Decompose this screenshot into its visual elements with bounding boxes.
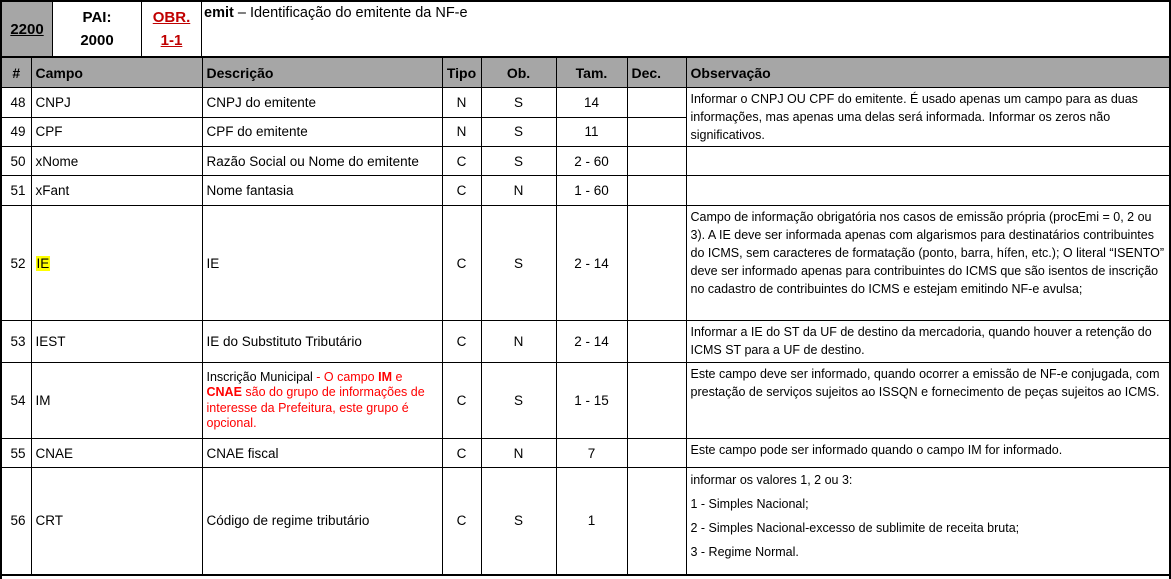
table-row-48: [2, 88, 1169, 118]
crt-obs-option-1: 1 - Simples Nacional;: [690, 497, 809, 511]
col-header-campo: Campo: [31, 58, 202, 88]
row-50-ob: S: [481, 147, 556, 176]
row-54-observacao: Este campo deve ser informado, quando ocorrer a emissão de NF-e conjugada, com prestação de serviços sujeitos ao ISSQN e fornecimento de peças sujeitos ao ICMS.: [686, 363, 1169, 439]
row-48-tam: 14: [556, 88, 627, 118]
row-50-num: 50: [2, 147, 31, 176]
row-56-num: 56: [2, 468, 31, 575]
col-header-tipo: Tipo: [442, 58, 481, 88]
table-row-54: [2, 363, 1169, 439]
row-53-dec: [627, 321, 686, 363]
row-50-tam: 2 - 60: [556, 147, 627, 176]
col-header-num: #: [2, 58, 31, 88]
row-55-tipo: C: [442, 439, 481, 468]
row-53-tam: 2 - 14: [556, 321, 627, 363]
table-row-56: [2, 468, 1169, 575]
row-54-campo: IM: [31, 363, 202, 439]
row-50-descricao: Razão Social ou Nome do emitente: [202, 147, 442, 176]
row-52-descricao: IE: [202, 206, 442, 321]
row-50-campo: xNome: [31, 147, 202, 176]
col-header-dec: Dec.: [627, 58, 686, 88]
row-51-tipo: C: [442, 176, 481, 206]
desc-red-text-1: - O campo: [312, 370, 379, 385]
col-header-descricao: Descrição: [202, 58, 442, 88]
row-55-ob: N: [481, 439, 556, 468]
row-54-ob: S: [481, 363, 556, 439]
row-50-dec: [627, 147, 686, 176]
row-50-observacao: [686, 147, 1169, 176]
obr-cell: [142, 2, 202, 56]
crt-obs-option-2: 2 - Simples Nacional-excesso de sublimite de receita bruta;: [690, 521, 1020, 535]
row-55-num: 55: [2, 439, 31, 468]
row-48-49-observacao: Informar o CNPJ OU CPF do emitente. É usado apenas um campo para as duas informações, mas apenas uma delas será informada. Informar os zeros não significativos.: [686, 88, 1169, 147]
desc-red-text-2: e: [391, 370, 403, 385]
row-52-tam: 2 - 14: [556, 206, 627, 321]
col-header-ob: Ob.: [481, 58, 556, 88]
row-53-campo: IEST: [31, 321, 202, 363]
crt-obs-intro: informar os valores 1, 2 ou 3:: [690, 473, 853, 487]
row-49-num: 49: [2, 117, 31, 147]
row-51-dec: [627, 176, 686, 206]
row-56-tipo: C: [442, 468, 481, 575]
obr-value: 1-1: [160, 32, 183, 49]
row-52-tipo: C: [442, 206, 481, 321]
pai-cell: [53, 2, 142, 56]
row-51-observacao: [686, 176, 1169, 206]
row-53-tipo: C: [442, 321, 481, 363]
group-id: 2200: [10, 20, 44, 38]
row-55-campo: CNAE: [31, 439, 202, 468]
row-52-dec: [627, 206, 686, 321]
row-56-campo: CRT: [31, 468, 202, 575]
row-53-ob: N: [481, 321, 556, 363]
row-55-dec: [627, 439, 686, 468]
row-56-tam: 1: [556, 468, 627, 575]
group-title: – Identificação do emitente da NF-e: [233, 5, 468, 21]
row-54-tam: 1 - 15: [556, 363, 627, 439]
row-50-tipo: C: [442, 147, 481, 176]
row-54-dec: [627, 363, 686, 439]
table-row-55: [2, 439, 1169, 468]
row-55-descricao: CNAE fiscal: [202, 439, 442, 468]
row-52-campo: [31, 206, 202, 321]
fields-table: [2, 57, 1169, 579]
group-title-cell: [202, 2, 1169, 56]
pai-value: 2000: [80, 32, 114, 49]
row-48-tipo: N: [442, 88, 481, 118]
col-header-observacao: Observação: [686, 58, 1169, 88]
row-55-observacao: Este campo pode ser informado quando o campo IM for informado.: [686, 439, 1169, 468]
row-56-dec: [627, 468, 686, 575]
row-51-tam: 1 - 60: [556, 176, 627, 206]
desc-red-bold-cnae: CNAE: [206, 385, 242, 400]
desc-red-text-3: são do grupo de informações de interesse da Prefeitura, este grupo é opcional.: [206, 385, 425, 430]
pai-label: PAI:: [82, 9, 112, 26]
group-header-block: [2, 2, 1169, 57]
row-49-tipo: N: [442, 117, 481, 147]
row-48-num: 48: [2, 88, 31, 118]
table-row-52: [2, 206, 1169, 321]
row-49-ob: S: [481, 117, 556, 147]
row-51-campo: xFant: [31, 176, 202, 206]
desc-red-bold-im: IM: [378, 370, 392, 385]
row-56-descricao: Código de regime tributário: [202, 468, 442, 575]
row-52-num: 52: [2, 206, 31, 321]
partial-empty-cell: [2, 575, 1169, 579]
row-52-ob: S: [481, 206, 556, 321]
row-56-observacao: [686, 468, 1169, 575]
row-54-descricao: [202, 363, 442, 439]
obr-label: OBR.: [152, 9, 191, 26]
group-id-cell: [2, 2, 53, 56]
row-52-observacao: Campo de informação obrigatória nos casos de emissão própria (procEmi = 0, 2 ou 3). A IE deve ser informada apenas com algarismos para destinatários contribuintes do ICMS, sem caracteres de formatação (ponto, barra, hífen, etc.); O literal “ISENTO” deve ser informado apenas para contribuintes do ICMS que são isentos de inscrição no cadastro de contribuintes do ICMS e estejam emitindo NF-e avulsa;: [686, 206, 1169, 321]
row-49-tam: 11: [556, 117, 627, 147]
row-51-num: 51: [2, 176, 31, 206]
row-56-ob: S: [481, 468, 556, 575]
group-code: emit: [204, 5, 234, 21]
row-53-num: 53: [2, 321, 31, 363]
row-55-tam: 7: [556, 439, 627, 468]
row-49-campo: CPF: [31, 117, 202, 147]
row-48-campo: CNPJ: [31, 88, 202, 118]
row-54-tipo: C: [442, 363, 481, 439]
next-group-partial-row: [2, 575, 1169, 579]
row-54-num: 54: [2, 363, 31, 439]
row-53-observacao: Informar a IE do ST da UF de destino da mercadoria, quando houver a retenção do ICMS ST para a UF de destino.: [686, 321, 1169, 363]
row-48-ob: S: [481, 88, 556, 118]
row-49-descricao: CPF do emitente: [202, 117, 442, 147]
table-header-row: [2, 58, 1169, 88]
row-48-descricao: CNPJ do emitente: [202, 88, 442, 118]
row-53-descricao: IE do Substituto Tributário: [202, 321, 442, 363]
row-48-dec: [627, 88, 686, 118]
table-row-51: [2, 176, 1169, 206]
crt-obs-option-3: 3 - Regime Normal.: [690, 545, 799, 559]
highlighted-field-ie: IE: [36, 255, 50, 271]
table-row-50: [2, 147, 1169, 176]
row-51-ob: N: [481, 176, 556, 206]
table-row-53: [2, 321, 1169, 363]
row-49-dec: [627, 117, 686, 147]
row-51-descricao: Nome fantasia: [202, 176, 442, 206]
desc-plain-text: Inscrição Municipal: [206, 370, 313, 385]
col-header-tam: Tam.: [556, 58, 627, 88]
